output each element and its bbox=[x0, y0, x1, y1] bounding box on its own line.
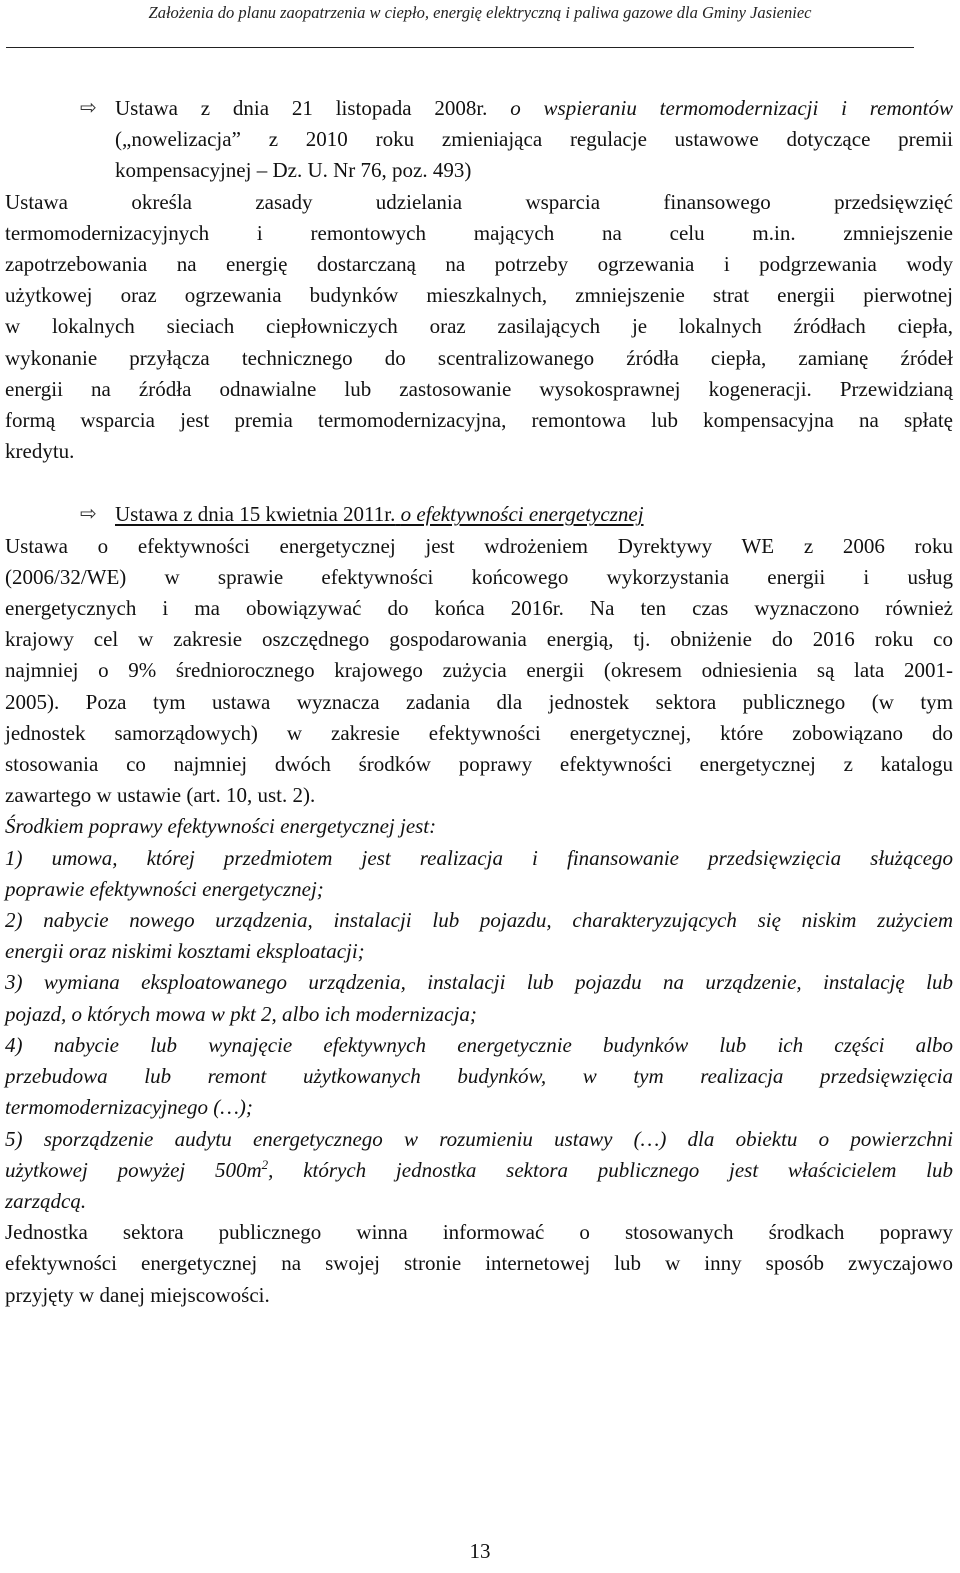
law2-title bbox=[5, 499, 953, 530]
measure-3-line: 3) wymiana eksploatowanego urządzenia, instalacji lub pojazdu na urządzenie, instalację lub bbox=[5, 970, 953, 995]
measure-5-line2 bbox=[5, 1155, 953, 1186]
measure-5-text-a: użytkowej powyżej 500m bbox=[5, 1157, 262, 1182]
right-arrow-icon: ⇨ bbox=[80, 503, 97, 526]
law1-title-italic: o wspieraniu termomodernizacji i remontów bbox=[510, 96, 954, 120]
law2-body-last: zawartego w ustawie (art. 10, ust. 2). bbox=[5, 783, 316, 808]
law1-body-line: w lokalnych sieciach ciepłowniczych oraz zasilających je lokalnych źródłach ciepła, bbox=[5, 314, 953, 339]
measures-heading: Środkiem poprawy efektywności energetycznej jest: bbox=[5, 814, 437, 839]
right-arrow-icon: ⇨ bbox=[80, 97, 97, 119]
law2-body-line: najmniej o 9% średniorocznego krajowego zużycia energii (okresem odniesienia są lata 2001- bbox=[5, 658, 953, 683]
header-divider bbox=[6, 47, 914, 48]
measure-3-last: pojazd, o których mowa w pkt 2, albo ich modernizacja; bbox=[5, 1001, 477, 1026]
law1-body-line: formą wsparcia jest premia termomodernizacyjna, remontowa lub kompensacyjna na spłatę bbox=[5, 408, 953, 433]
page-header bbox=[0, 0, 960, 23]
law1-title-line2: („nowelizacja” z 2010 roku zmieniająca regulacje ustawowe dotyczące premii bbox=[115, 127, 953, 152]
law1-title-line3: kompensacyjnej – Dz. U. Nr 76, poz. 493) bbox=[115, 158, 472, 183]
law2-title-italic: o efektywności energetycznej bbox=[400, 502, 644, 527]
page-number: 13 bbox=[469, 1539, 491, 1563]
document-body bbox=[5, 93, 953, 1311]
law2-body-line: (2006/32/WE) w sprawie efektywności końcowego wykorzystania energii i usług bbox=[5, 564, 953, 589]
law1-body-line: termomodernizacyjnych i remontowych mających na celu m.in. zmniejszenie bbox=[5, 220, 953, 245]
law2-body-line: Ustawa o efektywności energetycznej jest wdrożeniem Dyrektywy WE z 2006 roku bbox=[5, 533, 953, 558]
measure-5-line: 5) sporządzenie audytu energetycznego w rozumieniu ustawy (…) dla obiektu o powierzchni bbox=[5, 1126, 953, 1151]
law2-title-plain: Ustawa z dnia 15 kwietnia 2011r. bbox=[115, 502, 396, 527]
law2-body-line: energetycznych i ma obowiązywać do końca 2016r. Na ten czas wyznaczono również bbox=[5, 596, 953, 621]
law1-body-line: Ustawa określa zasady udzielania wsparcia finansowego przedsięwzięć bbox=[5, 189, 953, 214]
measure-1-line: 1) umowa, której przedmiotem jest realizacja i finansowanie przedsięwzięcia służącego bbox=[5, 845, 953, 870]
measure-2-line: 2) nabycie nowego urządzenia, instalacji lub pojazdu, charakteryzujących się niskim zużyciem bbox=[5, 908, 953, 933]
spacer bbox=[5, 467, 953, 499]
law1-body-line: zapotrzebowania na energię dostarczaną na potrzeby ogrzewania i podgrzewania wody bbox=[5, 252, 953, 277]
superscript: 2 bbox=[261, 1156, 269, 1172]
law1-body-line: energii na źródła odnawialne lub zastosowanie wysokosprawnej kogeneracji. Przewidzianą bbox=[5, 376, 953, 401]
closing-last: przyjęty w danej miejscowości. bbox=[5, 1282, 270, 1307]
law2-body-line: krajowy cel w zakresie oszczędnego gospodarowania energią, tj. obniżenie do 2016 roku co bbox=[5, 627, 953, 652]
law1-body-line: użytkowej oraz ogrzewania budynków mieszkalnych, zmniejszenie strat energii pierwotnej bbox=[5, 283, 953, 308]
measure-1-last: poprawie efektywności energetycznej; bbox=[5, 876, 324, 901]
law1-title bbox=[5, 93, 953, 124]
closing-line: Jednostka sektora publicznego winna informować o stosowanych środkach poprawy bbox=[5, 1220, 953, 1245]
law1-body-line: wykonanie przyłącza technicznego do scentralizowanego źródła ciepła, zamianę źródeł bbox=[5, 345, 953, 370]
measure-5-text-b: , których jednostka sektora publicznego jest właścicielem lub bbox=[268, 1157, 953, 1182]
law2-body-line: 2005). Poza tym ustawa wyznacza zadania dla jednostek sektora publicznego (w tym bbox=[5, 689, 953, 714]
header-title: Założenia do planu zaopatrzenia w ciepło, energię elektryczną i paliwa gazowe dla Gminy Jasieniec bbox=[148, 3, 812, 22]
measure-4-line: 4) nabycie lub wynajęcie efektywnych energetycznie budynków lub ich części albo bbox=[5, 1032, 953, 1057]
measure-2-last: energii oraz niskimi kosztami eksploatacji; bbox=[5, 939, 365, 964]
measure-5-last: zarządcą. bbox=[5, 1188, 87, 1213]
measure-4-last: termomodernizacyjnego (…); bbox=[5, 1095, 253, 1120]
law2-body-line: jednostek samorządowych) w zakresie efektywności energetycznej, które zobowiązano do bbox=[5, 720, 953, 745]
law1-body-last: kredytu. bbox=[5, 439, 75, 464]
measure-4-line: przebudowa lub remont użytkowanych budynków, w tym realizacja przedsięwzięcia bbox=[5, 1064, 953, 1089]
law1-title-plain: Ustawa z dnia 21 listopada 2008r. bbox=[115, 96, 488, 120]
closing-line: efektywności energetycznej na swojej stronie internetowej lub w inny sposób zwyczajowo bbox=[5, 1251, 953, 1276]
law2-body-line: stosowania co najmniej dwóch środków poprawy efektywności energetycznej z katalogu bbox=[5, 752, 953, 777]
